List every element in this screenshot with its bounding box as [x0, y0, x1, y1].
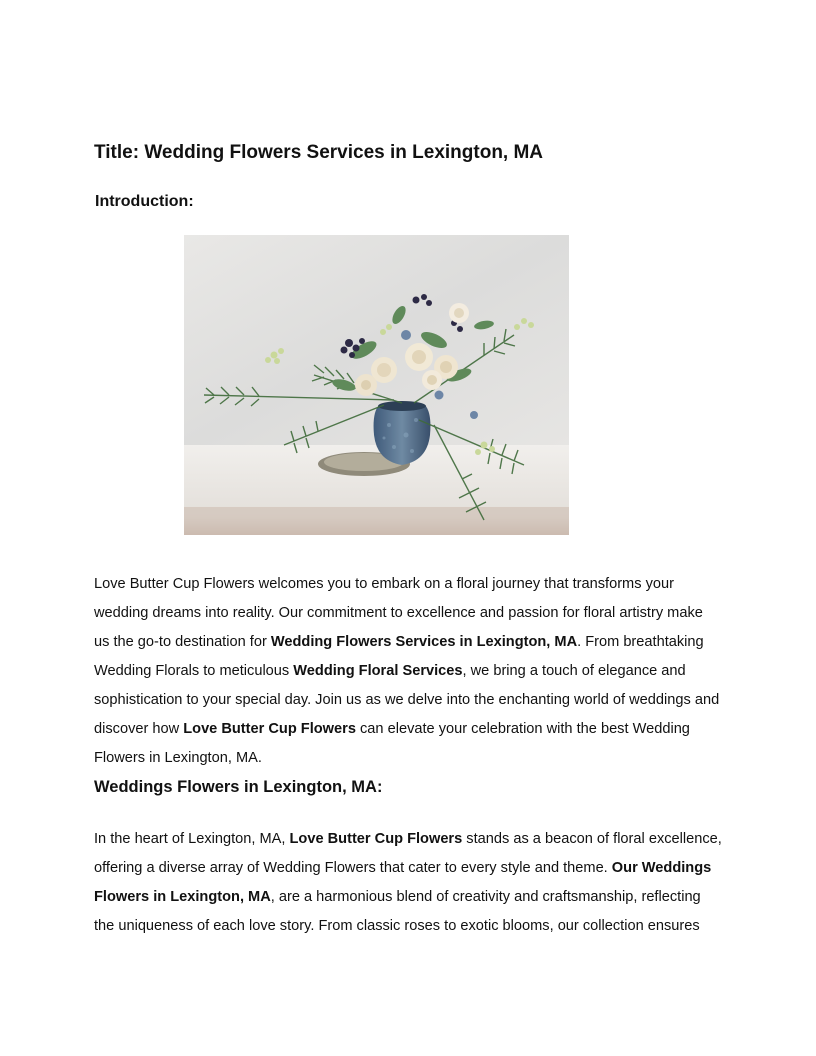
section-paragraph [94, 825, 722, 941]
bold-phrase: Love Butter Cup Flowers [183, 721, 356, 737]
paragraph-text: stands as a beacon of floral excellence, offering a diverse array of Wedding Flowers that cater to every style and theme. [94, 831, 722, 876]
paragraph-text: , we bring a touch of elegance and sophistication to your special day. Join us as we delve into the enchanting world of weddings and discover how [94, 663, 720, 737]
paragraph-text: Love Butter Cup Flowers welcomes you to embark on a floral journey that transforms your wedding dreams into reality. Our commitment to excellence and passion for floral artistry make us the go-to destination for [94, 576, 703, 650]
bold-phrase: Our Weddings Flowers in Lexington, MA [94, 860, 712, 905]
bold-phrase: Wedding Flowers Services in Lexington, MA [270, 634, 578, 650]
bold-phrase: Wedding Floral Services [293, 663, 463, 679]
paragraph-text: can elevate your celebration with the best Wedding Flowers in Lexington, MA. [94, 721, 690, 766]
introduction-heading: Introduction: [95, 193, 194, 210]
flower-arrangement-image [184, 235, 569, 535]
paragraph-text: . From breathtaking Wedding Florals to meticulous [94, 634, 704, 679]
bold-phrase: Love Butter Cup Flowers [289, 831, 463, 847]
section-heading: Weddings Flowers in Lexington, MA: [94, 778, 383, 796]
paragraph-text: , are a harmonious blend of creativity and craftsmanship, reflecting the uniqueness of each love story. From classic roses to exotic blooms, our collection ensures [94, 889, 701, 934]
introduction-paragraph [94, 570, 722, 773]
paragraph-text: In the heart of Lexington, MA, [94, 831, 290, 847]
document-title: Title: Wedding Flowers Services in Lexington, MA [94, 142, 544, 163]
